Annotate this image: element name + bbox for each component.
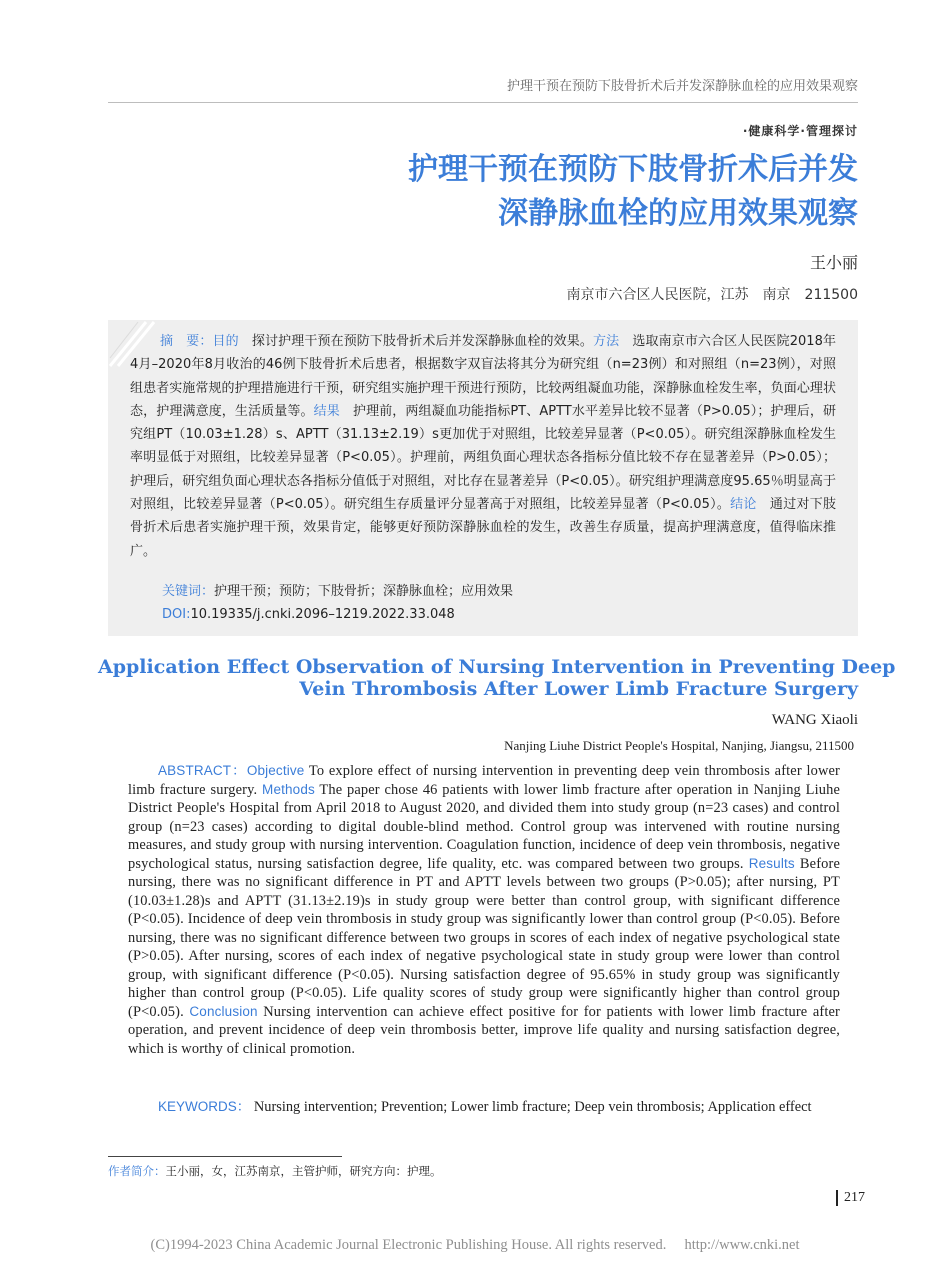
en-abstract <box>128 762 840 1058</box>
cn-affiliation: 南京市六合区人民医院，江苏 南京 211500 <box>566 287 858 303</box>
cn-author: 王小丽 <box>809 253 858 272</box>
en-conclusion-text: Nursing intervention can achieve effect positive for for patients with lower limb fracture after operation, and prevent incidence of deep vein thrombosis better, improve life quality and nursing satisfaction degree, which is worthy of clinical promotion. <box>128 1003 840 1057</box>
cn-results-text: 护理前，两组凝血功能指标PT、APTT水平差异比较不显著（P>0.05）；护理后，研究组PT（10.03±1.28）s、APTT（31.13±2.19）s更加优于对照组，比较差异显著（P<0.05）。研究组深静脉血栓发生率明显低于对照组，比较差异显著（P<0.05）。护理前，两组负面心理状态各指标分值比较不存在显著差异（P>0.05）；护理后，研究组负面心理状态各指标分值低于对照组，对比存在显著差异（P<0.05）。研究组护理满意度95.65％明显高于对照组，比较差异显著（P<0.05）。研究组生存质量评分显著高于对照组，比较差异显著（P<0.05）。 <box>130 403 836 513</box>
cn-keywords-block <box>162 580 842 626</box>
section-tag: ·健康科学·管理探讨 <box>742 124 858 138</box>
cn-objective-label: 目的 <box>212 334 239 349</box>
en-affiliation: Nanjing Liuhe District People's Hospital, Nanjing, Jiangsu, 211500 <box>504 738 854 753</box>
en-conclusion-label: Conclusion <box>189 1003 258 1019</box>
cn-conclusion-text: 通过对下肢骨折术后患者实施护理干预，效果肯定，能够更好预防深静脉血栓的发生，改善生存质量，提高护理满意度，值得临床推广。 <box>130 497 836 559</box>
cn-title-line-2: 深静脉血栓的应用效果观察 <box>498 196 858 231</box>
cn-methods-label: 方法 <box>592 334 620 349</box>
en-title <box>98 656 896 700</box>
en-title-line-2: Vein Thrombosis After Lower Limb Fracture Surgery <box>299 678 858 700</box>
cn-keywords <box>162 580 842 603</box>
en-keywords <box>128 1097 840 1117</box>
footnote-text: 王小丽，女，江苏南京，主管护师，研究方向：护理。 <box>165 1164 442 1178</box>
footnote <box>108 1163 442 1179</box>
en-methods-text: The paper chose 46 patients with lower limb fracture after operation in Nanjing Liuhe District People's Hospital from April 2018 to August 2020, and divided them into study group (n=23 cases) and control group (n=23 cases) according to digital double-blind method. Control group was intervened with routine nursing measures, and study group with nursing intervention. Coagulation function, incidence of deep vein thrombosis, negative psychological status, nursing satisfaction degree, life quality, etc. was compared between two groups. <box>128 781 840 872</box>
en-methods-label: Methods <box>262 781 315 797</box>
en-keywords-text: Nursing intervention; Prevention; Lower limb fracture; Deep vein thrombosis; Application effect <box>250 1099 812 1115</box>
doi <box>162 603 842 626</box>
running-head: 护理干预在预防下肢骨折术后并发深静脉血栓的应用效果观察 <box>108 76 858 103</box>
en-title-line-1: Application Effect Observation of Nursing Intervention in Preventing Deep <box>98 656 896 678</box>
footnote-label: 作者简介： <box>108 1164 166 1178</box>
cn-keywords-text: 护理干预；预防；下肢骨折；深静脉血栓；应用效果 <box>214 584 514 599</box>
cn-abstract <box>130 330 836 563</box>
en-objective-text: To explore effect of nursing intervention in preventing deep vein thrombosis after lower limb fracture surgery. <box>128 763 841 798</box>
cn-results-label: 结果 <box>313 403 340 419</box>
footnote-rule <box>108 1156 342 1157</box>
cn-keywords-label: 关键词： <box>162 584 215 599</box>
cn-methods-text: 选取南京市六合区人民医院2018年4月–2020年8月收治的46例下肢骨折术后患者，根据数字双盲法将其分为研究组（n=23例）和对照组（n=23例），对照组患者实施常规的护理措施进行干预，研究组实施护理干预进行预防，比较两组凝血功能，深静脉血栓发生率，负面心理状态，护理满意度，生活质量等。 <box>130 334 836 419</box>
cn-title <box>98 148 858 236</box>
cn-title-line-1: 护理干预在预防下肢骨折术后并发 <box>408 152 858 187</box>
en-objective-label: Objective <box>246 763 305 778</box>
en-author: WANG Xiaoli <box>771 712 858 728</box>
en-abstract-label: ABSTRACT： <box>158 763 247 778</box>
copyright-notice: (C)1994-2023 China Academic Journal Electronic Publishing House. All rights reserved. http://www.cnki.net <box>150 1237 800 1253</box>
en-results-label: Results <box>748 855 795 871</box>
cn-abstract-label: 摘 要： <box>160 334 213 349</box>
cn-conclusion-label: 结论 <box>730 497 757 513</box>
en-results-text: Before nursing, there was no significant difference in PT and APTT levels between two groups (P>0.05); after nursing, PT (10.03±1.28)s and APTT (31.13±2.19)s in study group were better than control group, with significant difference (P<0.05). Incidence of deep vein thrombosis in study group was significantly lower than control group (P<0.05). Before nursing, there was no significant difference between two groups in scores of each index of negative psychological state (P>0.05). After nursing, scores of each index of negative psychological state in study group were lower than control group, with significant difference (P<0.05). Nursing satisfaction degree of 95.65% in study group was significantly higher than control group (P<0.05). Life quality scores of study group were significantly higher than control group (P<0.05). <box>128 855 840 1020</box>
cn-objective-text: 探讨护理干预在预防下肢骨折术后并发深静脉血栓的效果。 <box>238 334 593 349</box>
en-keywords-label: KEYWORDS： <box>158 1099 251 1114</box>
doi-text: 10.19335/j.cnki.2096–1219.2022.33.048 <box>190 607 455 622</box>
page-number: 217 <box>836 1190 865 1206</box>
doi-label: DOI: <box>162 607 191 622</box>
